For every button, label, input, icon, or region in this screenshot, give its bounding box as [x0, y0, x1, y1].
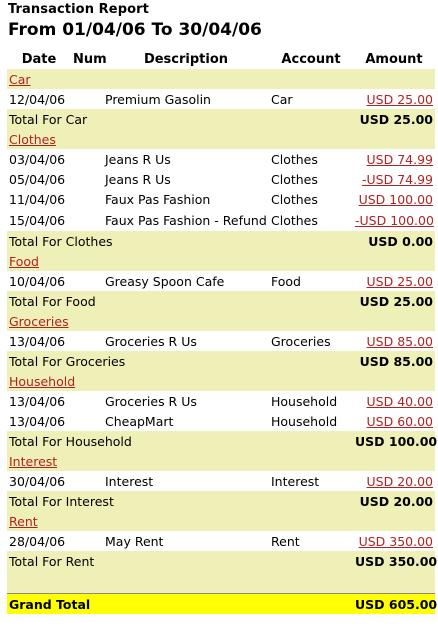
group-total-label: Total For Food: [7, 291, 353, 311]
group-total-label: Total For Interest: [7, 491, 353, 511]
transaction-amount-link[interactable]: USD 85.00: [366, 333, 433, 349]
transaction-num: [71, 89, 103, 109]
group-total-amount: USD 20.00: [353, 491, 435, 511]
group-total-label: Total For Rent: [7, 551, 353, 571]
transaction-account: Clothes: [269, 189, 353, 209]
transaction-num: [71, 531, 103, 551]
transaction-num: [71, 149, 103, 169]
transaction-date: 03/04/06: [7, 149, 71, 169]
report-date-range: From 01/04/06 To 30/04/06: [8, 20, 262, 40]
transaction-amount-cell: [353, 149, 435, 169]
column-header-row: [7, 49, 435, 69]
transaction-amount-link[interactable]: -USD 100.00: [355, 212, 434, 228]
transaction-num: [71, 209, 103, 231]
group-header-cell: [7, 251, 435, 271]
group-header-row: [7, 371, 435, 391]
group-total-row: [7, 291, 435, 311]
transaction-amount-cell: [353, 531, 435, 551]
transaction-row: [7, 189, 435, 209]
transaction-row: [7, 331, 435, 351]
transaction-amount-cell: [353, 209, 435, 231]
group-total-amount: USD 0.00: [353, 231, 435, 251]
group-total-amount: USD 85.00: [353, 351, 435, 371]
column-header-amount: Amount: [353, 49, 435, 69]
transaction-amount-link[interactable]: USD 20.00: [366, 473, 433, 489]
transaction-date: 30/04/06: [7, 471, 71, 491]
group-account-link[interactable]: Rent: [9, 513, 38, 529]
group-header-row: [7, 69, 435, 89]
grand-total-row: [7, 594, 435, 615]
transaction-description: Faux Pas Fashion: [103, 189, 269, 209]
group-header-row: [7, 451, 435, 471]
transaction-date: 11/04/06: [7, 189, 71, 209]
transaction-num: [71, 391, 103, 411]
transaction-description: Jeans R Us: [103, 149, 269, 169]
transaction-row: [7, 471, 435, 491]
transaction-account: Clothes: [269, 169, 353, 189]
transaction-report-table: [7, 49, 438, 614]
transaction-amount-link[interactable]: USD 60.00: [366, 413, 433, 429]
transaction-date: 13/04/06: [7, 391, 71, 411]
transaction-description: Groceries R Us: [103, 391, 269, 411]
transaction-description: CheapMart: [103, 411, 269, 431]
transaction-description: Premium Gasolin: [103, 89, 269, 109]
group-header-row: [7, 511, 435, 531]
transaction-date: 10/04/06: [7, 271, 71, 291]
transaction-date: 12/04/06: [7, 89, 71, 109]
transaction-row: [7, 149, 435, 169]
transaction-amount-cell: [353, 331, 435, 351]
transaction-date: 15/04/06: [7, 209, 71, 231]
transaction-account: Interest: [269, 471, 353, 491]
separator-cell: [7, 571, 435, 594]
transaction-date: 28/04/06: [7, 531, 71, 551]
group-header-row: [7, 311, 435, 331]
group-total-row: [7, 491, 435, 511]
transaction-description: Interest: [103, 471, 269, 491]
group-account-link[interactable]: Household: [9, 373, 76, 389]
group-account-link[interactable]: Interest: [9, 453, 58, 469]
group-header-cell: [7, 451, 435, 471]
group-total-label: Total For Household: [7, 431, 353, 451]
transaction-amount-cell: [353, 391, 435, 411]
transaction-date: 13/04/06: [7, 411, 71, 431]
transaction-description: Groceries R Us: [103, 331, 269, 351]
group-total-row: [7, 551, 435, 571]
transaction-num: [71, 271, 103, 291]
transaction-num: [71, 189, 103, 209]
column-header-date: Date: [7, 49, 71, 69]
group-total-amount: USD 350.00: [353, 551, 435, 571]
report-body: [7, 69, 438, 614]
group-total-row: [7, 231, 435, 251]
transaction-amount-cell: [353, 189, 435, 209]
group-header-cell: [7, 69, 435, 89]
transaction-account: Rent: [269, 531, 353, 551]
transaction-amount-cell: [353, 89, 435, 109]
transaction-row: [7, 391, 435, 411]
transaction-row: [7, 89, 435, 109]
group-account-link[interactable]: Car: [9, 71, 31, 87]
group-header-row: [7, 251, 435, 271]
transaction-amount-link[interactable]: USD 40.00: [366, 393, 433, 409]
group-total-label: Total For Car: [7, 109, 353, 129]
group-header-cell: [7, 129, 435, 149]
transaction-amount-link[interactable]: USD 100.00: [358, 191, 433, 207]
transaction-amount-link[interactable]: USD 25.00: [366, 273, 433, 289]
transaction-account: Clothes: [269, 149, 353, 169]
transaction-date: 05/04/06: [7, 169, 71, 189]
transaction-account: Household: [269, 391, 353, 411]
transaction-num: [71, 471, 103, 491]
transaction-account: Food: [269, 271, 353, 291]
transaction-description: Greasy Spoon Cafe: [103, 271, 269, 291]
grand-total-amount: USD 605.00: [353, 594, 435, 615]
group-total-amount: USD 100.00: [353, 431, 435, 451]
transaction-account: Household: [269, 411, 353, 431]
group-header-cell: [7, 511, 435, 531]
transaction-amount-cell: [353, 169, 435, 189]
group-account-link[interactable]: Food: [9, 253, 39, 269]
column-header-num: Num: [71, 49, 103, 69]
group-total-amount: USD 25.00: [353, 109, 435, 129]
group-total-amount: USD 25.00: [353, 291, 435, 311]
transaction-num: [71, 169, 103, 189]
grand-total-label: Grand Total: [7, 594, 353, 615]
transaction-amount-link[interactable]: USD 74.99: [366, 151, 433, 167]
transaction-row: [7, 169, 435, 189]
transaction-row: [7, 411, 435, 431]
transaction-description: May Rent: [103, 531, 269, 551]
group-total-label: Total For Groceries: [7, 351, 353, 371]
group-header-row: [7, 129, 435, 149]
group-header-cell: [7, 311, 435, 331]
transaction-row: [7, 531, 435, 551]
group-total-row: [7, 431, 435, 451]
transaction-num: [71, 331, 103, 351]
transaction-amount-cell: [353, 271, 435, 291]
transaction-amount-cell: [353, 411, 435, 431]
transaction-num: [71, 411, 103, 431]
column-header-description: Description: [103, 49, 269, 69]
group-account-link[interactable]: Groceries: [9, 313, 69, 329]
transaction-row: [7, 271, 435, 291]
transaction-account: Clothes: [269, 209, 353, 231]
group-total-label: Total For Clothes: [7, 231, 353, 251]
transaction-description: Jeans R Us: [103, 169, 269, 189]
transaction-row: [7, 209, 435, 231]
column-header-account: Account: [269, 49, 353, 69]
report-type-title: Transaction Report: [8, 2, 149, 17]
transaction-account: Car: [269, 89, 353, 109]
group-account-link[interactable]: Clothes: [9, 131, 56, 147]
grand-total-separator: [7, 571, 435, 594]
group-total-row: [7, 351, 435, 371]
transaction-date: 13/04/06: [7, 331, 71, 351]
transaction-description: Faux Pas Fashion - Refund: [103, 209, 269, 231]
transaction-amount-link[interactable]: -USD 74.99: [362, 171, 433, 187]
transaction-account: Groceries: [269, 331, 353, 351]
transaction-amount-cell: [353, 471, 435, 491]
transaction-amount-link[interactable]: USD 350.00: [358, 533, 433, 549]
group-header-cell: [7, 371, 435, 391]
group-total-row: [7, 109, 435, 129]
transaction-amount-link[interactable]: USD 25.00: [366, 91, 433, 107]
